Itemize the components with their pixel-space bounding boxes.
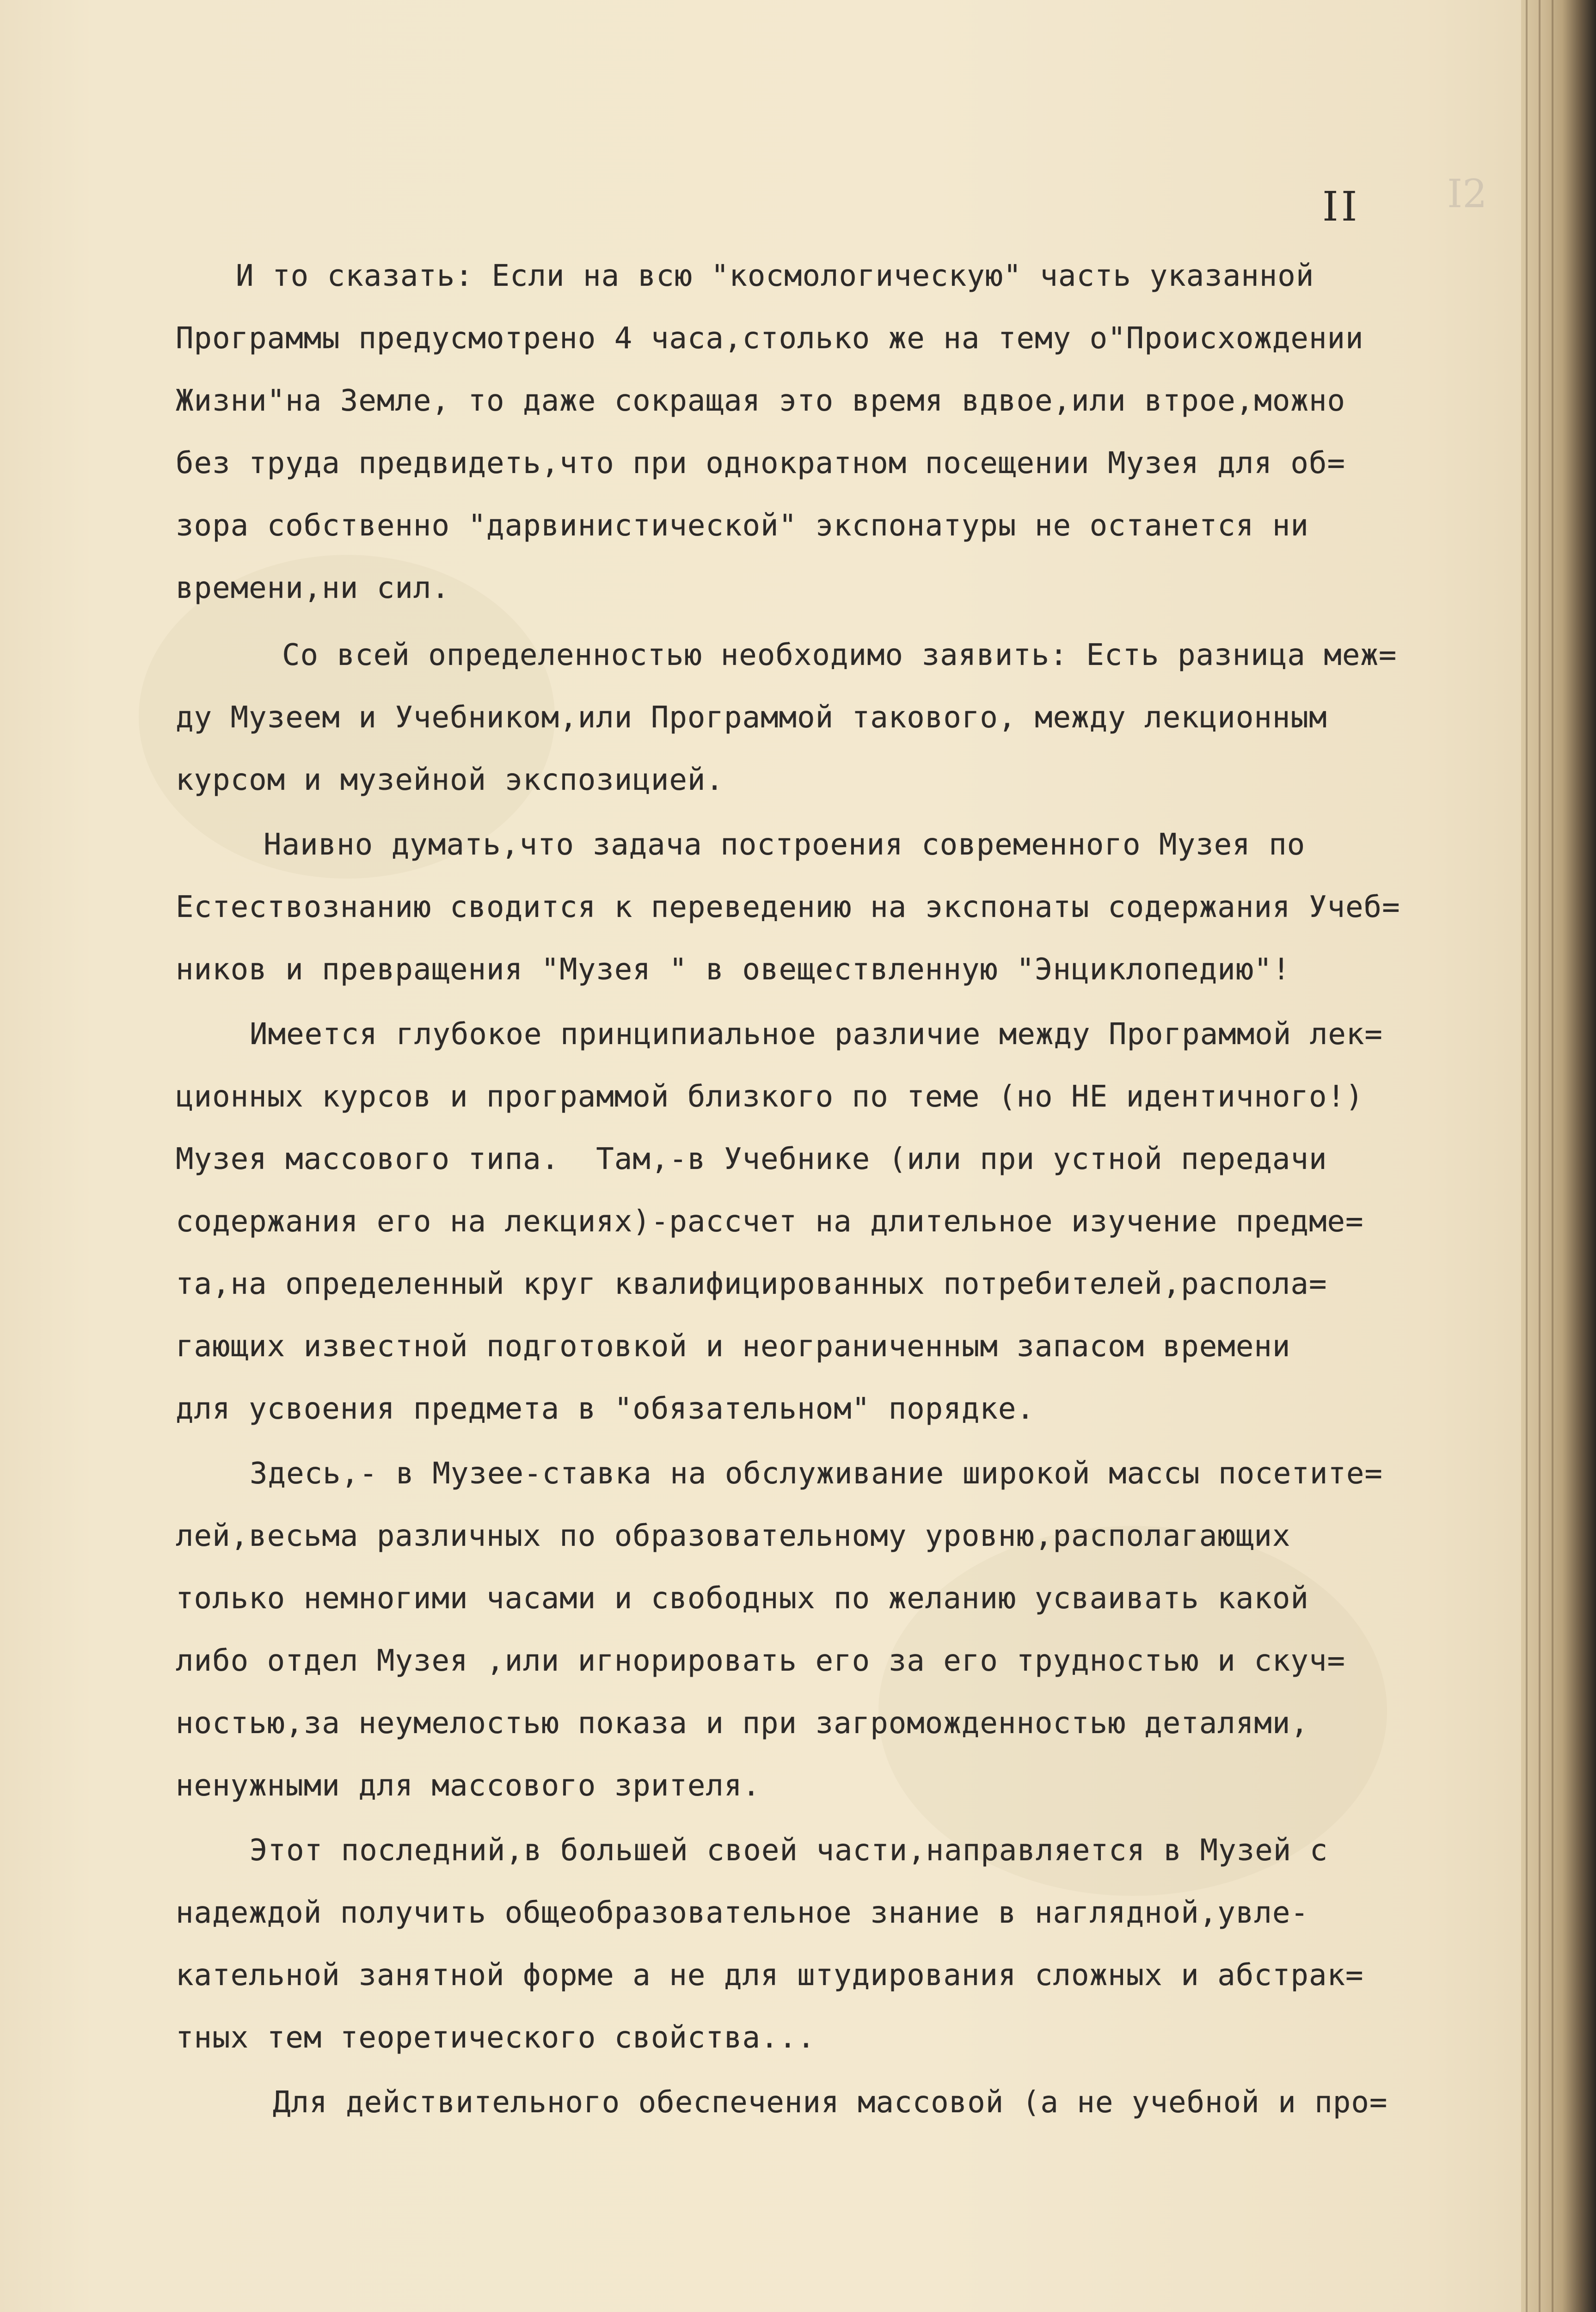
- page-edge-line: [1539, 0, 1541, 2312]
- text-line: ненужными для массового зрителя.: [176, 1769, 761, 1803]
- text-line: для усвоения предмета в "обязательном" порядке.: [176, 1392, 1035, 1426]
- text-line: Здесь,- в Музее-ставка на обслуживание широкой массы посетите=: [250, 1457, 1383, 1491]
- text-line: И то сказать: Если на всю "космологическую" часть указанной: [236, 259, 1314, 293]
- text-line: кательной занятной форме а не для штудирования сложных и абстрак=: [176, 1958, 1364, 1992]
- text-line: Наивно думать,что задача построения современного Музея по: [264, 828, 1306, 862]
- text-line: без труда предвидеть,что при однократном посещении Музея для об=: [176, 446, 1345, 480]
- text-line: надеждой получить общеобразовательное знание в наглядной,увле-: [176, 1896, 1309, 1930]
- text-line: времени,ни сил.: [176, 571, 450, 605]
- text-line: Музея массового типа. Там,-в Учебнике (или при устной передачи: [176, 1142, 1327, 1176]
- text-line: тных тем теоретического свойства...: [176, 2021, 816, 2055]
- page-edge-line: [1552, 0, 1553, 2312]
- text-line: Жизни"на Земле, то даже сокращая это время вдвое,или втрое,можно: [176, 384, 1345, 418]
- text-line: ционных курсов и программой близкого по теме (но НЕ идентичного!): [176, 1080, 1364, 1114]
- text-line: та,на определенный круг квалифицированных потребителей,распола=: [176, 1267, 1327, 1301]
- text-line: либо отдел Музея ,или игнорировать его за его трудностью и скуч=: [176, 1644, 1345, 1678]
- page-edge-line: [1526, 0, 1528, 2312]
- text-line: Для действительного обеспечения массовой (а не учебной и про=: [273, 2085, 1388, 2120]
- text-line: Имеется глубокое принципиальное различие между Программой лек=: [250, 1017, 1383, 1051]
- text-line: Этот последний,в большей своей части,направляется в Музей с: [250, 1833, 1328, 1868]
- text-line: Программы предусмотрено 4 часа,столько же на тему о"Происхождении: [176, 321, 1364, 356]
- text-line: курсом и музейной экспозицией.: [176, 763, 724, 797]
- page-number: II: [1322, 183, 1360, 230]
- text-line: ников и превращения "Музея " в овеществленную "Энциклопедию"!: [176, 953, 1291, 987]
- text-line: Естествознанию сводится к переведению на экспонаты содержания Учеб=: [176, 890, 1400, 924]
- text-line: зора собственно "дарвинистической" экспонатуры не останется ни: [176, 509, 1309, 543]
- text-line: ностью,за неумелостью показа и при загроможденностью деталями,: [176, 1706, 1309, 1740]
- text-line: Со всей определенностью необходимо заявить: Есть разница меж=: [282, 638, 1397, 672]
- text-line: ду Музеем и Учебником,или Программой такового, между лекционным: [176, 701, 1327, 735]
- page-stack-edge: [1521, 0, 1596, 2312]
- text-line: только немногими часами и свободных по желанию усваивать какой: [176, 1581, 1309, 1616]
- text-line: гающих известной подготовкой и неограниченным запасом времени: [176, 1329, 1291, 1364]
- next-page-number-bleedthrough: I2: [1447, 171, 1487, 216]
- text-line: лей,весьма различных по образовательному уровню,располагающих: [176, 1519, 1291, 1553]
- text-line: содержания его на лекциях)-рассчет на длительное изучение предме=: [176, 1205, 1364, 1239]
